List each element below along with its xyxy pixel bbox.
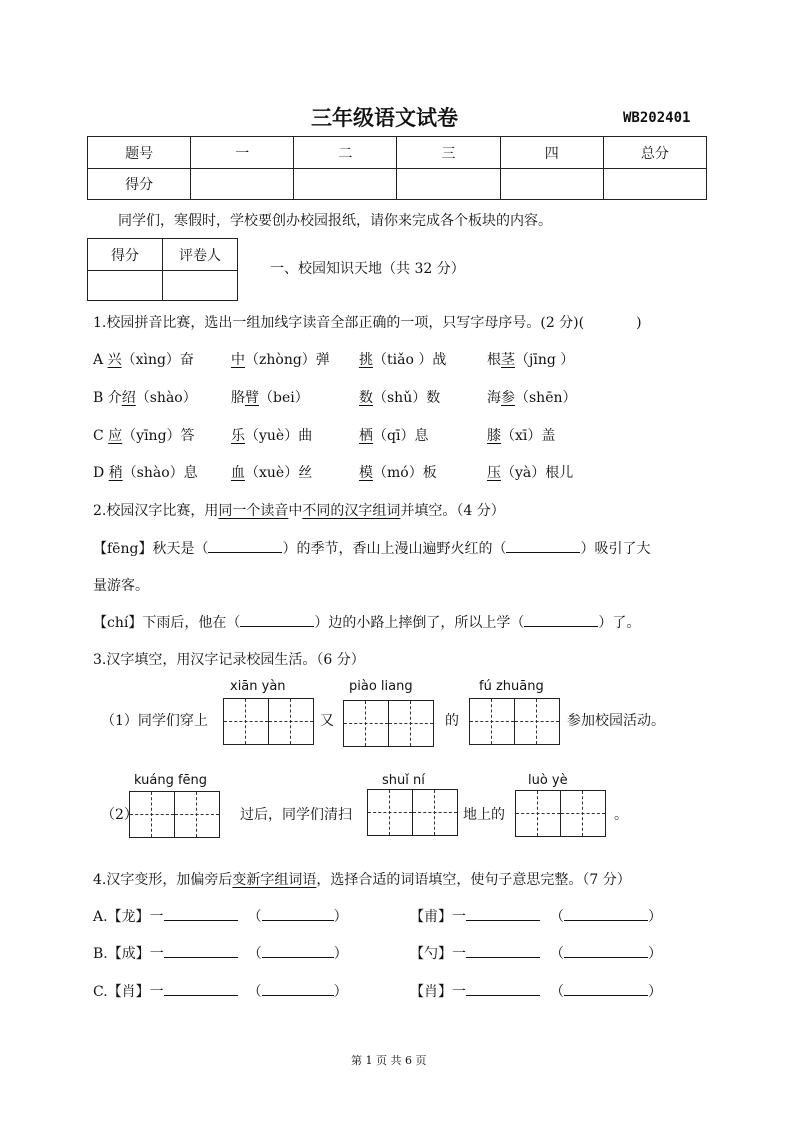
sentence-text: 【fēng】秋天是（ [93,541,209,557]
writing-grid[interactable] [343,700,434,747]
paren-open: （ [550,984,564,1000]
option-d [93,462,198,482]
option-d-item [487,462,573,482]
option-word: （shǔ）数 [373,390,441,406]
page-title: 三年级语文试卷 [311,106,458,130]
question-4-text: 4.汉字变形，加偏旁后 [93,872,233,888]
page-footer: 第 1 页 共 6 页 [351,1054,427,1067]
option-word: （yīng）答 [122,428,195,444]
score-table-header: 一 [191,137,294,169]
intro-text: 同学们，寒假时，学校要创办校园报纸，请你来完成各个板块的内容。 [118,213,552,229]
question-1-text: 1.校园拼音比赛，选出一组加线字读音全部正确的一项，只写字母序号。(2 分)( [93,315,585,331]
grader-score-cell[interactable] [88,271,163,301]
writing-grid[interactable] [515,790,606,837]
paren-close: ） [333,984,348,1000]
writing-cell[interactable] [368,790,413,835]
q4-left-row [93,943,348,963]
question-4-stem [93,869,631,889]
option-letter: A [93,352,104,368]
paren-close: ） [648,909,662,925]
option-char: 胳 [231,390,245,406]
writing-cell[interactable] [516,791,561,836]
option-a [93,349,194,369]
underlined-char: 臂 [245,390,259,406]
radical-label: 【甫】一 [410,909,466,925]
underlined-char: 数 [359,390,373,406]
underlined-char: 绍 [121,390,136,406]
option-d-item [231,462,312,482]
paren-open: （ [247,909,262,925]
q4-right-row [410,981,662,1001]
underlined-char: 参 [501,390,515,406]
writing-cell[interactable] [344,701,389,746]
paren-close: ） [333,946,348,962]
pinyin-label: xiān yàn [230,679,286,694]
option-a-item [487,349,574,369]
sentence-2-start: （2） [101,807,138,823]
writing-grid[interactable] [469,698,560,745]
question-2-line-2: 量游客。 [93,578,149,594]
option-word: （yà）根儿 [501,465,574,481]
option-c-item [231,425,312,445]
sentence-text: ）吸引了大 [580,541,651,557]
underlined-phrase: 变新字组词语 [232,872,317,888]
option-word: （shào） [135,390,197,406]
pinyin-label: piào liang [349,679,413,694]
question-2-line-3 [93,612,640,632]
sentence-2-connector: 地上的 [463,807,505,823]
word-blank[interactable] [564,983,648,996]
underlined-char: 中 [231,352,245,368]
option-c [93,425,195,445]
sentence-1-connector: 的 [445,713,459,729]
underlined-char: 乐 [231,428,245,444]
score-table-header: 题号 [88,137,191,169]
underlined-phrase: 同一个读音 [218,503,289,519]
question-4-text: ，选择合适的词语填空，使句子意思完整。（7 分） [316,872,631,888]
question-2-line-1 [93,538,650,558]
sentence-text: ）的季节，香山上漫山遍野火红的（ [282,541,507,557]
writing-cell[interactable] [389,701,433,746]
score-table-header: 总分 [603,137,706,169]
radical-label: 【勺】一 [410,946,466,962]
score-cell[interactable] [603,169,706,200]
option-b [93,387,197,407]
sentence-1-connector: 又 [320,713,334,729]
option-a-item [231,349,330,369]
option-char: 海 [487,390,501,406]
score-cell[interactable] [191,169,294,200]
q4-left-row [93,981,348,1001]
writing-cell[interactable] [130,792,175,837]
sentence-text: ）边的小路上摔倒了，所以上学（ [314,615,525,631]
writing-cell[interactable] [224,699,269,744]
option-char: 根 [487,352,501,368]
underlined-char: 应 [108,428,123,444]
sentence-1-start: （1）同学们穿上 [101,713,208,729]
word-blank[interactable] [564,908,648,921]
question-3-stem: 3.汉字填空，用汉字记录校园生活。（6 分） [93,652,365,668]
paren-open: （ [550,946,564,962]
option-b-item [231,387,309,407]
grader-table [87,238,238,301]
question-2-text: 中 [288,503,303,519]
option-letter: C [93,428,104,444]
answer-blank[interactable] [240,614,314,627]
paren-close: ） [648,984,662,1000]
writing-cell[interactable] [413,790,457,835]
underlined-char: 血 [231,465,245,481]
underlined-char: 模 [359,465,373,481]
new-char-blank[interactable] [164,945,238,958]
paper-code: WB202401 [623,110,691,126]
paren-close: ） [648,946,662,962]
underlined-char: 压 [487,465,501,481]
sentence-1-end: 参加校园活动。 [567,713,665,729]
grader-score-label: 得分 [88,239,163,271]
question-2-text: 并填空。（4 分） [400,503,505,519]
underlined-char: 兴 [107,352,122,368]
writing-grid[interactable] [367,789,458,836]
grader-name-label: 评卷人 [163,239,238,271]
score-cell[interactable] [500,169,603,200]
question-2-text: 2.校园汉字比赛，用 [93,503,219,519]
writing-grid[interactable] [223,698,314,745]
option-word: （xuè）丝 [245,465,313,481]
word-blank[interactable] [564,945,648,958]
option-d-item [359,462,437,482]
option-word: （shēn） [515,390,577,406]
word-blank[interactable] [262,983,334,996]
pinyin-label: kuáng fēng [134,773,208,788]
paren-open: （ [247,984,262,1000]
sentence-text: ）了。 [598,615,641,631]
underlined-char: 膝 [487,428,501,444]
q4-right-row [410,943,662,963]
writing-cell[interactable] [561,791,605,836]
question-1-stem [93,312,642,332]
underlined-char: 稍 [108,465,123,481]
option-c-item [487,425,555,445]
score-cell[interactable] [294,169,397,200]
writing-cell[interactable] [269,699,313,744]
underlined-phrase: 不同的汉字组词 [302,503,401,519]
score-row-label: 得分 [88,169,191,200]
option-letter: B [93,390,104,406]
paren-open: （ [550,909,564,925]
word-blank[interactable] [262,945,334,958]
score-table-header: 三 [397,137,500,169]
new-char-blank[interactable] [466,983,540,996]
section-title: 一、校园知识天地（共 32 分） [270,261,465,277]
option-word: （mó）板 [373,465,437,481]
score-table-header: 二 [294,137,397,169]
option-word: （jīng ） [515,352,575,368]
pinyin-label: luò yè [528,773,568,788]
radical-label: 【肖】一 [410,984,466,1000]
radical-label: B.【成】一 [93,946,164,962]
underlined-char: 挑 [359,352,373,368]
option-letter: D [93,465,105,481]
option-word: （yuè）曲 [245,428,313,444]
score-table-header: 四 [500,137,603,169]
question-2-stem [93,500,505,520]
score-table [87,136,707,200]
radical-label: C.【肖】一 [93,984,164,1000]
option-b-item [487,387,577,407]
paren-open: （ [247,946,262,962]
option-word: （zhòng）弹 [245,352,330,368]
answer-blank[interactable] [208,540,282,553]
sentence-2-end: 。 [614,807,628,823]
writing-cell[interactable] [175,792,219,837]
option-word: （bei） [259,390,309,406]
option-a-item [359,349,446,369]
option-word: （xī）盖 [501,428,556,444]
new-char-blank[interactable] [466,908,540,921]
pinyin-label: fú zhuāng [479,679,544,694]
new-char-blank[interactable] [466,945,540,958]
writing-cell[interactable] [470,699,515,744]
paren-close: ) [636,315,642,331]
writing-cell[interactable] [515,699,559,744]
new-char-blank[interactable] [164,983,238,996]
underlined-char: 茎 [501,352,515,368]
q4-left-row [93,906,348,926]
option-char: 介 [107,390,122,406]
sentence-2-middle: 过后，同学们清扫 [240,807,352,823]
underlined-char: 栖 [359,428,373,444]
paren-close: ） [333,909,348,925]
option-word: （qī）息 [373,428,429,444]
answer-blank[interactable] [506,540,580,553]
option-c-item [359,425,428,445]
option-word: （xìng）奋 [121,352,194,368]
sentence-text: 【chí】下雨后，他在（ [93,615,241,631]
word-blank[interactable] [262,908,334,921]
q4-right-row [410,906,662,926]
grader-name-cell[interactable] [163,271,238,301]
answer-blank[interactable] [524,614,598,627]
option-b-item [359,387,440,407]
writing-grid[interactable] [129,791,220,838]
new-char-blank[interactable] [164,908,238,921]
radical-label: A.【龙】一 [93,909,164,925]
option-word: （tiǎo ）战 [373,352,447,368]
pinyin-label: shuǐ ní [382,773,425,788]
option-word: （shào）息 [122,465,198,481]
score-cell[interactable] [397,169,500,200]
